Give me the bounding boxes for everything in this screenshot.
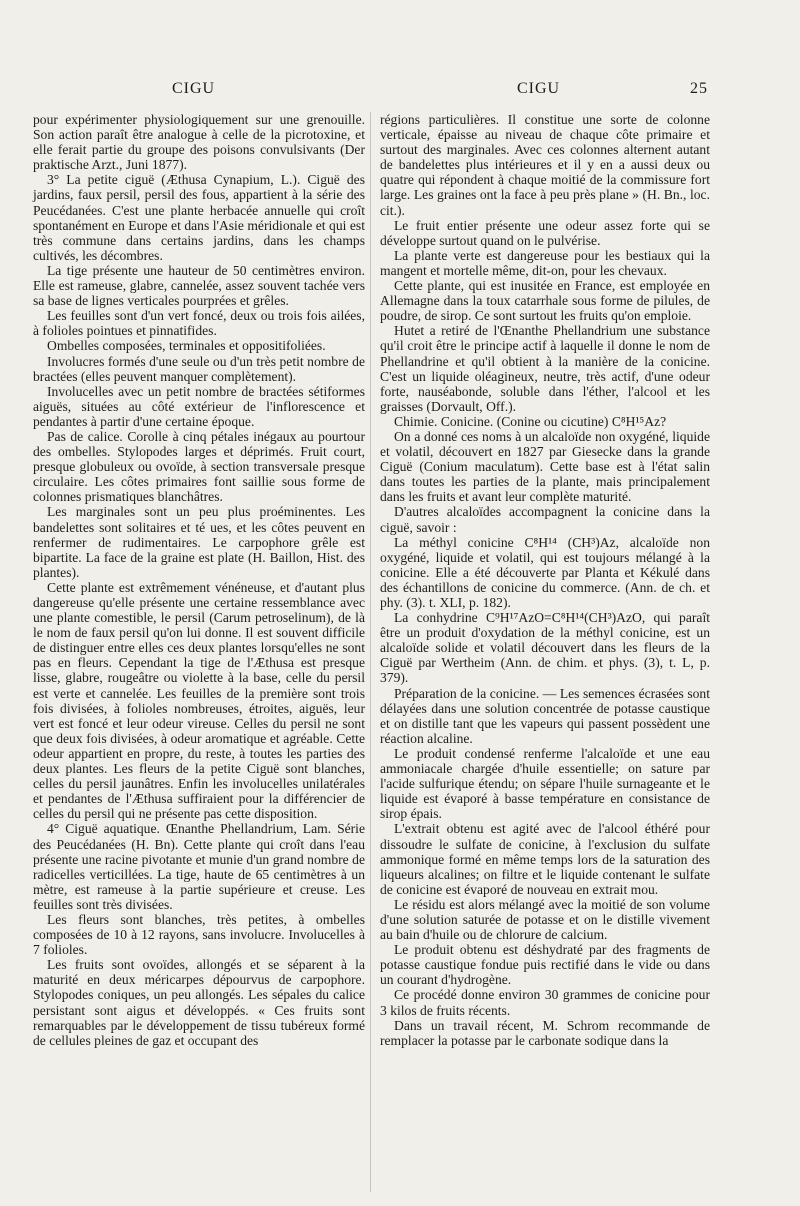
paragraph: Les fruits sont ovoïdes, allongés et se séparent à la maturité en deux méricarpes dépourvus de carpophore. Stylopodes coniques, un peu allongés. Les sépales du calice persistant sont aigus et développés. « Ces fruits sont remarquables par le développement de tissu tubéreux formé de cellules pleines de gaz et occupant des <box>33 957 365 1048</box>
paragraph: La tige présente une hauteur de 50 centimètres environ. Elle est rameuse, glabre, cannelée, assez souvent tachée vers sa base de lignes verticales pourprées et grêles. <box>33 262 365 309</box>
running-title-left: CIGU <box>172 80 216 97</box>
paragraph: La conhydrine C⁹H¹⁷AzO=C⁸H¹⁴(CH³)AzO, qui paraît être un produit d'oxydation de la méthyl conicine, est un alcaloïde solide et volatil découvert dans les fleurs de la Ciguë par Wertheim (Ann. de chim. et phys. (3), t. L, p. 379). <box>380 610 710 686</box>
paragraph: Les fleurs sont blanches, très petites, à ombelles composées de 10 à 12 rayons, sans involucre. Involucelles à 7 folioles. <box>33 911 365 958</box>
column-divider <box>370 112 371 1192</box>
paragraph: Le produit obtenu est déshydraté par des fragments de potasse caustique fondue puis rectifié dans le vide ou dans un courant d'hydrogène. <box>380 942 710 988</box>
paragraph: Ce procédé donne environ 30 grammes de conicine pour 3 kilos de fruits récents. <box>380 987 710 1018</box>
right-column <box>380 112 710 1048</box>
paragraph: Le produit condensé renferme l'alcaloïde et une eau ammoniacale chargée d'huile essentielle; on sature par l'acide sulfurique étendu; on sépare l'huile surnageante et le liquide est évaporé à basse température en consistance de sirop épais. <box>380 745 710 822</box>
paragraph: L'extrait obtenu est agité avec de l'alcool éthéré pour dissoudre le sulfate de conicine, à l'exclusion du sulfate ammonique formé en même temps lors de la saturation des liqueurs alcalines; on filtre et le liquide contenant le sulfate de conicine est évaporé de nouveau en extrait mou. <box>380 821 710 897</box>
paragraph: Cette plante, qui est inusitée en France, est employée en Allemagne dans la toux catarrhale sous forme de pilules, de poudre, de sirop. Ce sont surtout les fruits qu'on emploie. <box>380 278 710 324</box>
paragraph: Cette plante est extrêmement vénéneuse, et d'autant plus dangereuse qu'elle présente une certaine ressemblance avec une plante comestible, le persil (Carum petroselinum), de là le nom de faux persil qu'on lui donne. Il est souvent difficile de distinguer entre elles ces deux plantes lorsqu'elles ne sont pas en fleurs. Cependant la tige de l'Æthusa est presque lisse, glabre, rougeâtre ou violette à la base, celle du persil est verte et cannelée. Les feuilles de la première sont trois fois divisées, à folioles nombreuses, étroites, aiguës, leur vert est foncé et leur odeur vireuse. Celles du persil ne sont que deux fois divisées, à odeur aromatique et agréable. Cette odeur appartient en propre, du reste, à toutes les parties des deux plantes. Les fleurs de la petite Ciguë sont blanches, celles du persil jaunâtres. Enfin les involucelles unilatérales et pendantes de l'Æthusa suffiraient pour la différencier de celles du persil qui ne présente pas cette disposition. <box>33 579 365 822</box>
paragraph: Le résidu est alors mélangé avec la moitié de son volume d'une solution saturée de potasse et on le distille vivement au bain d'huile ou de chlorure de calcium. <box>380 896 710 943</box>
paragraph: Hutet a retiré de l'Œnanthe Phellandrium une substance qu'il croit être le principe actif à laquelle il donne le nom de Phellandrine et qu'il obtient à la manière de la conicine. C'est un liquide oléagineux, neutre, très actif, d'une odeur forte, nauséabonde, soluble dans l'éther, l'alcool et les graisses (Dorvault, Off.). <box>380 323 710 414</box>
paragraph: Involucelles avec un petit nombre de bractées sétiformes aiguës, situées au côté extérieur de l'inflorescence et pendantes à partir d'une certaine époque. <box>33 383 365 429</box>
paragraph: pour expérimenter physiologiquement sur une grenouille. Son action paraît être analogue à celle de la picrotoxine, et elle ferait partie du groupe des poisons convulsivants (Der praktische Arzt., Juni 1877). <box>33 112 365 173</box>
paragraph: La plante verte est dangereuse pour les bestiaux qui la mangent et mortelle même, dit-on, pour les chevaux. <box>380 247 710 278</box>
paragraph: Les feuilles sont d'un vert foncé, deux ou trois fois ailées, à folioles pointues et pinnatifides. <box>33 308 365 339</box>
paragraph: Pas de calice. Corolle à cinq pétales inégaux au pourtour des ombelles. Stylopodes larges et déprimés. Fruit court, presque globuleux ou ovoïde, à section transversale presque circulaire. Les côtes primaires font saillie sous forme de colonnes prismatiques blanchâtres. <box>33 428 365 505</box>
paragraph: Involucres formés d'une seule ou d'un très petit nombre de bractées (elles peuvent manquer complètement). <box>33 353 365 384</box>
paragraph: D'autres alcaloïdes accompagnent la conicine dans la ciguë, savoir : <box>380 504 710 535</box>
paragraph: On a donné ces noms à un alcaloïde non oxygéné, liquide et volatil, découvert en 1827 par Giesecke dans la grande Ciguë (Conium maculatum). Cette base est à l'état salin dans toutes les parties de la plante, mais principalement dans les fruits et avant leur complète maturité. <box>380 428 710 505</box>
paragraph: Le fruit entier présente une odeur assez forte qui se développe surtout quand on le pulvérise. <box>380 217 710 248</box>
paragraph: régions particulières. Il constitue une sorte de colonne verticale, épaisse au niveau de chaque côte primaire et surtout des marginales. Avec ces colonnes alternent autant de bandelettes plus intérieures et il y en a aussi deux ou quatre qui répondent à chaque moitié de la commissure fort large. Les graines ont la face à peu près plane » (H. Bn., loc. cit.). <box>380 112 710 218</box>
paragraph: Ombelles composées, terminales et oppositifoliées. <box>47 338 326 354</box>
paragraph: Les marginales sont un peu plus proéminentes. Les bandelettes sont solitaires et té ues, et les côtes peuvent en renfermer de rudimentaires. Le carpophore grêle est bipartite. La face de la graine est plate (H. Baillon, Hist. des plantes). <box>33 504 365 580</box>
paragraph: La méthyl conicine C⁸H¹⁴ (CH³)Az, alcaloïde non oxygéné, liquide et volatil, qui est toujours mélangé à la conicine. Elle a été découverte par Planta et Kékulé dans des échantillons de conicine du commerce. (Ann. de ch. et phy. (3). t. XLI, p. 182). <box>380 534 710 610</box>
paragraph: 3° La petite ciguë (Æthusa Cynapium, L.). Ciguë des jardins, faux persil, persil des fous, appartient à la série des Peucédanées. C'est une plante herbacée annuelle qui croît spontanément en Europe et dans l'Asie méridionale et qui est très commune dans certains jardins, dans les champs cultivés, les décombres. <box>33 172 365 263</box>
paragraph: Dans un travail récent, M. Schrom recommande de remplacer la potasse par le carbonate sodique dans la <box>380 1017 710 1048</box>
running-title-right: CIGU <box>517 80 561 97</box>
left-column <box>33 112 365 1048</box>
running-head <box>0 80 800 104</box>
page-number: 25 <box>690 80 708 97</box>
paragraph: 4° Ciguë aquatique. Œnanthe Phellandrium, Lam. Série des Peucédanées (H. Bn). Cette plante qui croît dans l'eau présente une racine pivotante et munie d'un grand nombre de radicelles verticillées. La tige, haute de 65 centimètres à un mètre, est rameuse à la partie supérieure et creuse. Les feuilles sont très divisées. <box>33 821 365 912</box>
paragraph: Préparation de la conicine. — Les semences écrasées sont délayées dans une solution concentrée de potasse caustique et on distille tant que les vapeurs qui passent possèdent une réaction alcaline. <box>380 685 710 746</box>
section-heading-chimie: Chimie. Conicine. (Conine ou cicutine) C⁸H¹⁵Az? <box>394 413 667 429</box>
